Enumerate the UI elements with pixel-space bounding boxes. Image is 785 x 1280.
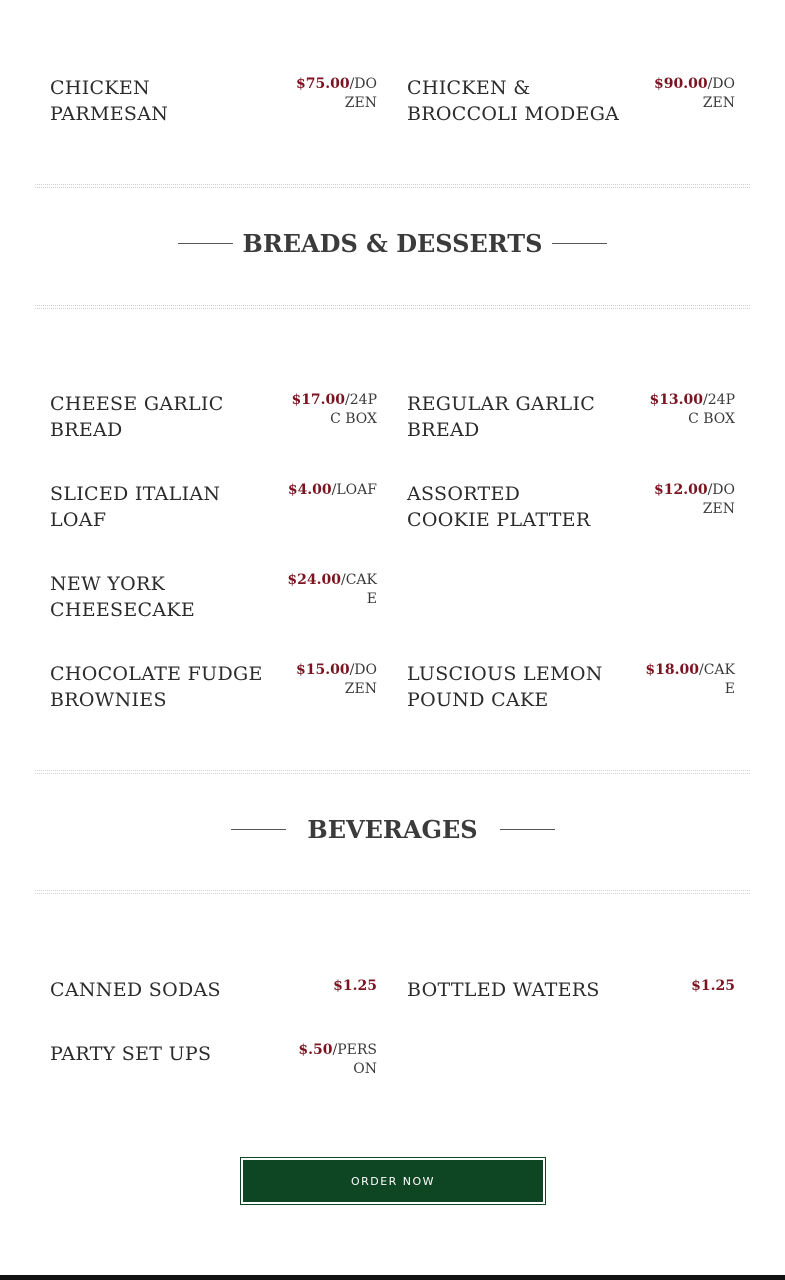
item-name: LUSCIOUS LEMON POUND CAKE <box>407 663 603 711</box>
item-name: ASSORTED COOKIE PLATTER <box>407 483 591 531</box>
item-price <box>287 75 377 113</box>
price-unit: /DOZEN <box>344 662 377 697</box>
item-price <box>645 977 735 996</box>
price-unit: /DOZEN <box>702 76 735 111</box>
price-amount: $24.00 <box>287 572 341 588</box>
price-unit: /LOAF <box>331 482 377 498</box>
order-now-label: ORDER NOW <box>243 1160 543 1202</box>
section-divider <box>35 770 750 774</box>
menu-item <box>407 977 735 1007</box>
price-amount: $17.00 <box>291 392 346 408</box>
section-title-breads: BREADS & DESSERTS <box>242 229 543 258</box>
item-name: CHEESE GARLIC BREAD <box>50 393 224 441</box>
price-unit: /24PC BOX <box>330 392 377 427</box>
menu-item <box>50 481 377 535</box>
price-amount: $90.00 <box>653 76 708 92</box>
price-unit: /DOZEN <box>702 482 735 517</box>
item-name: CHICKEN & BROCCOLI MODEGA <box>407 77 620 125</box>
price-amount: $15.00 <box>295 662 350 678</box>
item-price <box>285 481 377 500</box>
menu-item <box>407 481 735 535</box>
price-amount: $.50 <box>298 1042 333 1058</box>
item-price <box>645 481 735 519</box>
item-name: BOTTLED WATERS <box>407 979 600 1001</box>
item-price <box>287 661 377 699</box>
price-unit: /PERSON <box>332 1042 377 1077</box>
price-amount: $4.00 <box>287 482 332 498</box>
price-amount: $18.00 <box>645 662 699 678</box>
item-name: REGULAR GARLIC BREAD <box>407 393 596 441</box>
item-name: CHOCOLATE FUDGE BROWNIES <box>50 663 263 711</box>
item-price <box>287 571 377 609</box>
item-price <box>645 661 735 699</box>
price-amount: $75.00 <box>295 76 350 92</box>
price-amount: $12.00 <box>653 482 708 498</box>
price-amount: $13.00 <box>649 392 704 408</box>
item-price <box>643 391 735 429</box>
price-amount: $1.25 <box>691 978 735 994</box>
item-name: PARTY SET UPS <box>50 1043 212 1065</box>
menu-item <box>407 75 735 129</box>
item-price <box>287 977 377 996</box>
price-unit: /CAKE <box>699 662 735 697</box>
item-name: NEW YORK CHEESECAKE <box>50 573 196 621</box>
order-now-button[interactable] <box>240 1157 546 1205</box>
title-rule-right <box>500 829 555 830</box>
section-divider <box>35 305 750 309</box>
menu-item <box>50 661 377 715</box>
item-name: CANNED SODAS <box>50 979 221 1001</box>
price-unit: /DOZEN <box>344 76 377 111</box>
menu-item <box>50 75 377 129</box>
menu-item <box>50 977 377 1007</box>
section-title-beverages: BEVERAGES <box>307 815 478 844</box>
menu-item <box>407 661 735 715</box>
item-price <box>645 75 735 113</box>
price-unit: /24PC BOX <box>688 392 735 427</box>
item-name: CHICKEN PARMESAN <box>50 77 169 125</box>
section-divider <box>35 890 750 894</box>
menu-item <box>407 391 735 445</box>
price-unit: /CAKE <box>341 572 377 607</box>
title-rule-right <box>552 243 607 244</box>
item-price <box>285 391 377 429</box>
menu-item <box>50 1041 377 1081</box>
item-name: SLICED ITALIAN LOAF <box>50 483 221 531</box>
menu-item <box>50 391 377 445</box>
footer-bar <box>0 1275 785 1280</box>
item-price <box>287 1041 377 1079</box>
section-divider <box>35 184 750 188</box>
price-amount: $1.25 <box>333 978 377 994</box>
menu-item <box>50 571 377 625</box>
